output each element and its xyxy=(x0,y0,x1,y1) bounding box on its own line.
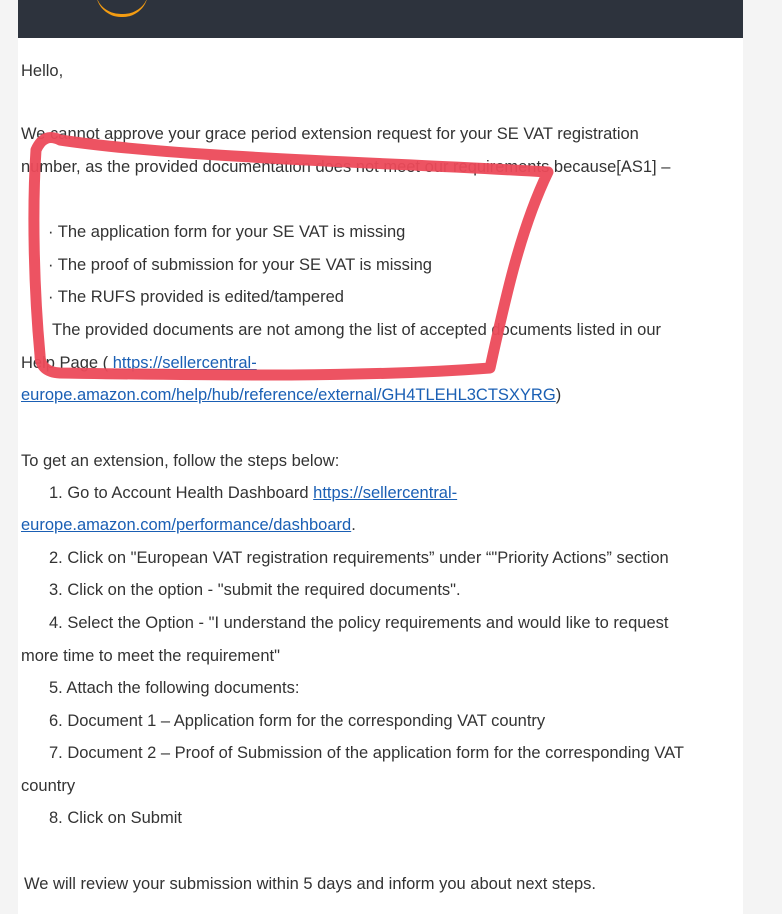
step-1-text: 1. Go to Account Health Dashboard xyxy=(49,484,314,502)
intro-line-2: number, as the provided documentation does not meet our requirements because[AS1] – xyxy=(21,158,671,176)
bullet-application-form: · The application form for your SE VAT is missing xyxy=(48,223,406,241)
step-5-text: 5. Attach the following documents: xyxy=(49,679,300,697)
help-page-prefix: Help Page ( xyxy=(21,354,113,372)
amazon-logo-icon xyxy=(96,0,148,17)
step-7-text-line-2: country xyxy=(21,777,76,795)
email-header-bar xyxy=(18,0,743,38)
help-page-link-part-1[interactable]: https://sellercentral- xyxy=(112,354,257,372)
step-1-suffix: . xyxy=(351,516,356,534)
step-4-text-line-2: more time to meet the requirement" xyxy=(21,647,280,665)
step-7-text-line-1: 7. Document 2 – Proof of Submission of the application form for the corresponding VAT xyxy=(49,744,684,762)
dashboard-link-part-2[interactable]: europe.amazon.com/performance/dashboard xyxy=(21,516,352,534)
bullet-rufs-edited: · The RUFS provided is edited/tampered xyxy=(48,288,344,306)
help-page-line xyxy=(21,353,257,373)
greeting-text: Hello, xyxy=(21,62,64,80)
dashboard-link-part-1[interactable]: https://sellercentral- xyxy=(313,484,458,502)
step-1-line xyxy=(49,483,457,503)
step-8-text: 8. Click on Submit xyxy=(49,809,182,827)
bullet-proof-of-submission: · The proof of submission for your SE VAT is missing xyxy=(48,256,432,274)
help-page-line-2 xyxy=(21,385,561,405)
help-page-suffix: ) xyxy=(555,386,562,404)
docs-not-accepted-text: The provided documents are not among the list of accepted documents listed in our xyxy=(52,321,662,339)
step-2-text: 2. Click on "European VAT registration requirements” under “"Priority Actions” section xyxy=(49,549,669,567)
intro-line-1: We cannot approve your grace period extension request for your SE VAT registration xyxy=(21,125,639,143)
step-3-text: 3. Click on the option - "submit the required documents". xyxy=(49,581,461,599)
step-4-text-line-1: 4. Select the Option - "I understand the policy requirements and would like to request xyxy=(49,614,669,632)
steps-intro-text: To get an extension, follow the steps below: xyxy=(21,452,340,470)
step-1-line-2 xyxy=(21,515,356,535)
help-page-link-part-2[interactable]: europe.amazon.com/help/hub/reference/external/GH4TLEHL3CTSXYRG xyxy=(21,386,556,404)
closing-text: We will review your submission within 5 days and inform you about next steps. xyxy=(24,875,596,893)
step-6-text: 6. Document 1 – Application form for the corresponding VAT country xyxy=(49,712,546,730)
